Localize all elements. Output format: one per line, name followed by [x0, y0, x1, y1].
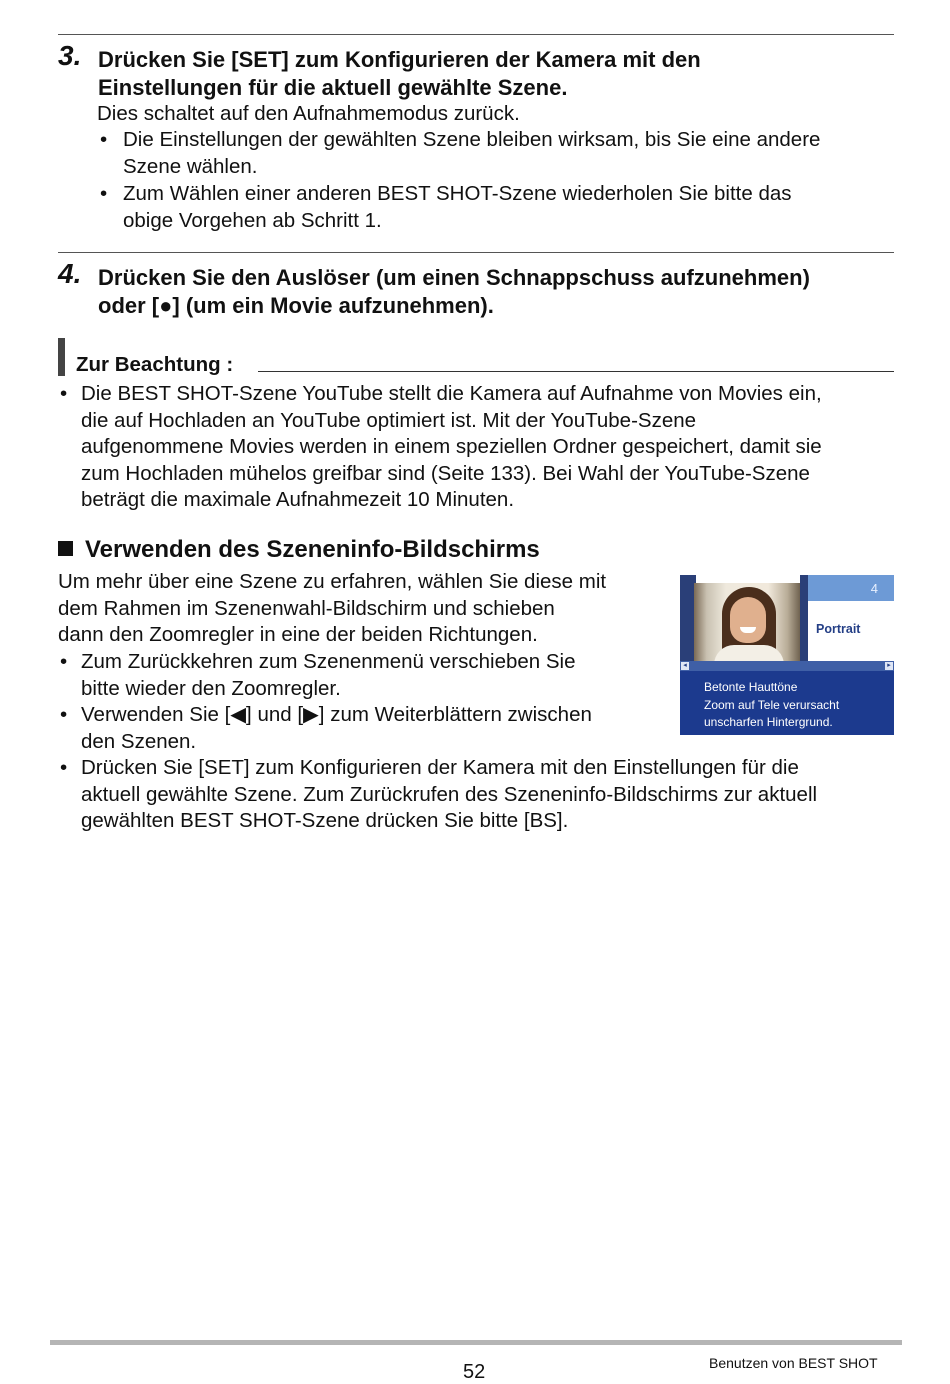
step-3-text: Dies schaltet auf den Aufnahmemodus zurück.: [97, 102, 520, 125]
step-title: Drücken Sie den Auslöser (um einen Schnappschuss aufzunehmen) oder [●] (um ein Movie aufzunehmen).: [98, 265, 810, 318]
section-title: Verwenden des Szeneninfo-Bildschirms: [58, 535, 540, 565]
note-title: Zur Beachtung :: [76, 353, 234, 376]
scene-number: 4: [870, 581, 878, 596]
footer-section: Benutzen von BEST SHOT: [709, 1355, 878, 1371]
page-number: 52: [463, 1361, 486, 1383]
top-rule: [58, 34, 894, 35]
section-intro: Um mehr über eine Szene zu erfahren, wählen Sie diese mit dem Rahmen im Szenenwahl-Bildschirm und schieben dann den Zoomregler in eine der beiden Richtungen.: [58, 570, 607, 646]
note-divider: [258, 371, 894, 372]
scene-mode-label: Portrait: [816, 622, 861, 636]
step-title: Drücken Sie [SET] zum Konfigurieren der Kamera mit den Einstellungen für die aktuell gewählte Szene.: [98, 47, 701, 100]
step-number: 3.: [58, 40, 82, 71]
step-number: 4.: [58, 258, 82, 289]
scene-info-screen: [680, 575, 894, 735]
scroll-left-icon: ◂: [681, 662, 689, 670]
step-rule: [58, 252, 894, 253]
scroll-right-icon: ▸: [885, 662, 893, 670]
scene-info-text: Betonte Hauttöne Zoom auf Tele verursacht unscharfen Hintergrund.: [704, 680, 840, 729]
scene-number-bar: [808, 575, 894, 601]
portrait-photo: [694, 583, 800, 665]
footer-rule: [50, 1340, 902, 1345]
square-bullet-icon: [58, 541, 73, 556]
note-bar: [58, 338, 65, 376]
